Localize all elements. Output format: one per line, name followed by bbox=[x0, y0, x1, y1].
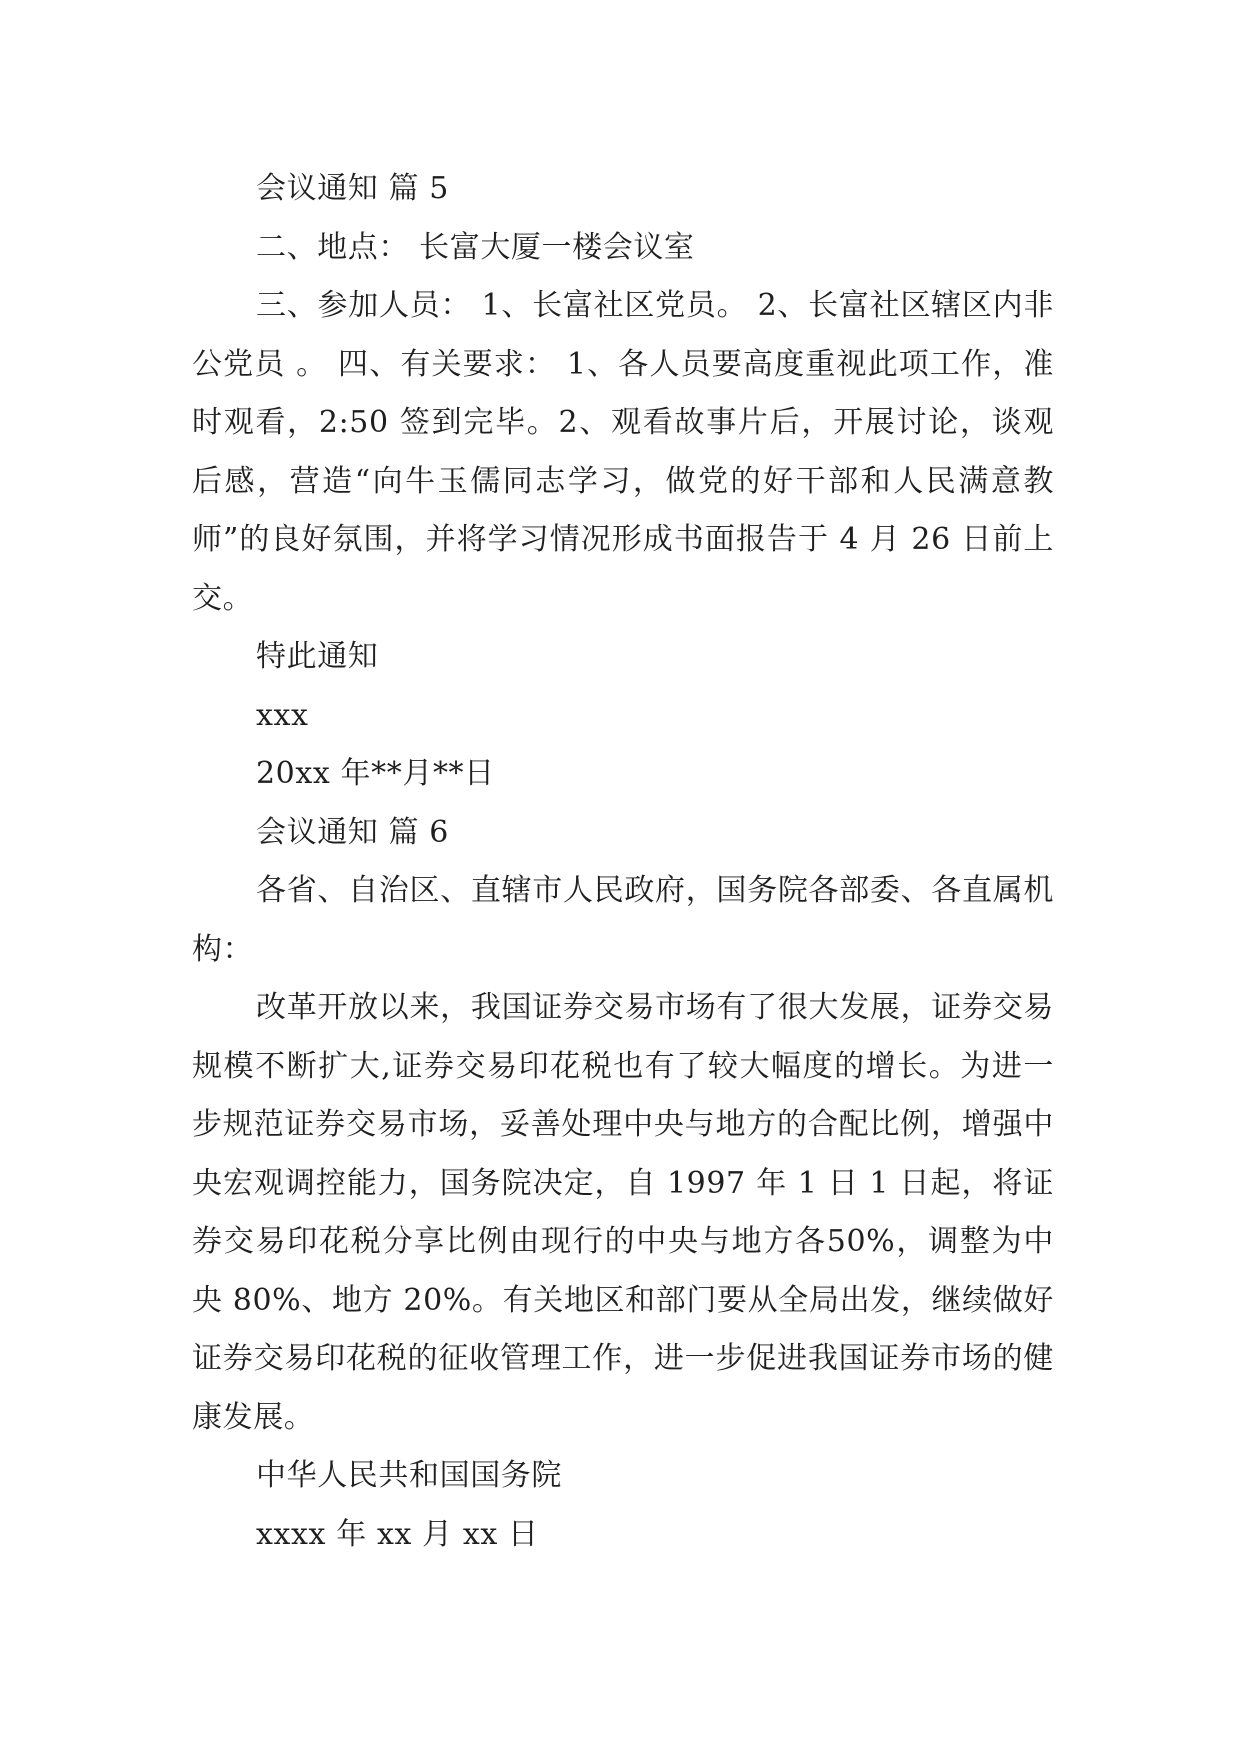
notice-closing: 特此通知 bbox=[256, 639, 379, 674]
issuer-signature: 中华人民共和国国务院 bbox=[256, 1458, 562, 1493]
date-line: 20xx 年**月**日 bbox=[256, 756, 495, 791]
document-body bbox=[192, 160, 1054, 1564]
attendees-requirements-paragraph: 三、参加人员： 1、长富社区党员。 2、长富社区辖区内非公党员 。 四、有关要求： 1、各人员要高度重视此项工作，准时观看，2:50 签到完毕。2、观看故事片后，开展讨论，谈观后感，营造“向牛玉儒同志学习，做党的好干部和人民满意教师”的良好氛围，并将学习情况形成书面报告于 4 月 26 日前上交。 bbox=[192, 288, 1054, 616]
addressee-paragraph: 各省、自治区、直辖市人民政府，国务院各部委、各直属机构： bbox=[192, 873, 1054, 967]
section-heading-5: 会议通知 篇 5 bbox=[256, 171, 449, 206]
location-paragraph: 二、地点： 长富大厦一楼会议室 bbox=[256, 229, 695, 265]
section-heading-6: 会议通知 篇 6 bbox=[256, 814, 449, 850]
issue-date: xxxx 年 xx 月 xx 日 bbox=[256, 1516, 539, 1552]
signatory: xxx bbox=[256, 697, 309, 733]
body-paragraph: 改革开放以来，我国证券交易市场有了很大发展，证券交易规模不断扩大,证券交易印花税也有了较大幅度的增长。为进一步规范证券交易市场，妥善处理中央与地方的合配比例，增强中央宏观调控能力，国务院决定，自 1997 年 1 日 1 日起，将证券交易印花税分享比例由现行的中央与地方各50%，调整为中央 80%、地方 20%。有关地区和部门要从全局出发，继续做好证券交易印花税的征收管理工作，进一步促进我国证券市场的健康发展。 bbox=[192, 990, 1054, 1435]
